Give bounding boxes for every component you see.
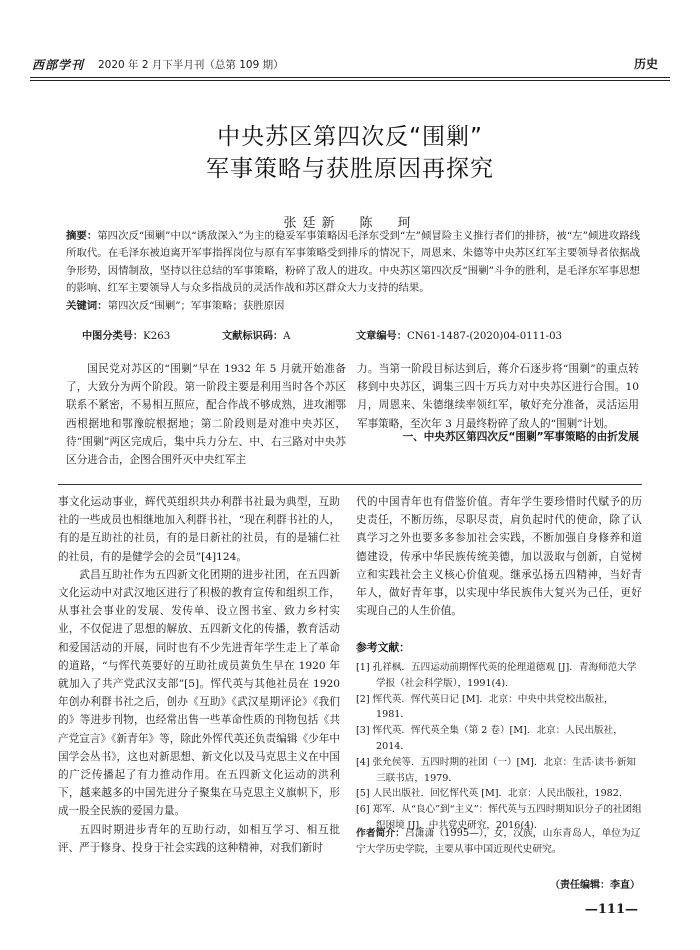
reference-item: [2] 恽代英．恽代英日记 [M]．北京：中央中共党校出版社，1981．: [356, 693, 614, 721]
author-intro-text: 吕潇潇（1995—），女，汉族，山东青岛人，单位为辽宁大学历史学院，主要从事中国近现代史研究。: [356, 828, 641, 855]
reference-item: [6] 郑军．从“良心”到“主义”：恽代英与五四时期知识分子的社团组织困境 [J]．中共党史研究，2016(4)．: [356, 804, 642, 831]
reference-item: [3] 恽代英．恽代英全集（第 2 卷）[M]．北京：人民出版社，2014．: [356, 725, 623, 752]
paragraph: 事文化运动事业，辉代英组织共办利群书社最为典型，互助社的一些成员也相继地加入利群书社，“现在利群书社的人，有的是互助社的社员，有的是日新社的社员，有的是辅仁社的社员，有的是健学会的会员”[4]124。: [58, 496, 340, 563]
header-rule: [30, 77, 670, 78]
authors: 张廷新 陈 珂: [283, 216, 417, 231]
art-label: 文章编号：: [356, 331, 407, 342]
abstract: [66, 228, 640, 315]
title-line-1: 中央苏区第四次反“围剿”: [217, 124, 483, 150]
references-title: 参考文献：: [356, 641, 410, 654]
title-line-2: 军事策略与获胜原因再探究: [206, 156, 494, 182]
keywords-text: 第四次反“围剿”；军事策略；获胜原因: [107, 299, 285, 312]
reference-item: [4] 张允侯等．五四时期的社团（一）[M]．北京：生活·读书·新知三联书店，1979．: [356, 756, 636, 784]
body-right-column: 代的中国青年也有借鉴价值。青年学生要珍惜时代赋予的历史责任，不断历练，尽职尽责，肩负起时代的使命，除了认真学习之外也要多多参加社会实践，不断加强自身修养和道德建设，传承中华民族传统美德，加以汲取与创新，自觉树立和实践社会主义核心价值观。继承弘扬五四精神，当好青年人，做好青年事，以实现中华民族伟大复兴为己任，更好实现自己的人生价值。: [356, 496, 642, 618]
abstract-label: 摘要：: [66, 230, 98, 242]
author-intro-label: 作者简介：: [356, 828, 405, 839]
section-label: 历史: [633, 57, 658, 71]
section-heading: 一、中央苏区第四次反“围剿”军事策略的由折发展: [402, 431, 639, 443]
doc-label: 文献标识码：: [222, 331, 284, 342]
page-number: —111—: [584, 902, 638, 917]
abstract-text: 第四次反“围剿”中以“诱敌深入”为主的稳妥军事策略因毛泽东受到“左”倾冒险主义推行者们的排挤，被“左”倾进攻路线所取代。在毛泽东被迫离开军事指挥岗位与原有军事策略受到排斥的情况下，周恩来、朱德等中央苏区红军主要领导者依据战争形势，因情制敌，坚持以往总结的军事策略，粉碎了敌人的进攻。中央苏区第四次反“围剿”斗争的胜利，是毛泽东军事思想的影响、红军主要领导人与众多指战员的灵活作战和苏区群众大力支持的结果。: [66, 230, 641, 295]
intro-left-column: 国民党对苏区的“围剿”早在 1932 年 5 月就开始准备了，大致分为两个阶段。第一阶段主要是利用当时各个苏区联系不紧密，不易相互照应，配合作战不够成熟，进攻湘鄂西根据地和鄂豫皖根据地；第二阶段则是对准中央苏区，待“围剿”两区完成后，集中兵力分左、中、右三路对中央苏区分进合击，企图合围歼灭中央红军主: [66, 363, 346, 467]
clc-value: K263: [143, 331, 171, 342]
article-divider: [58, 484, 642, 485]
clc-number: [82, 327, 170, 342]
doc-value: A: [283, 331, 291, 342]
art-value: CN61-1487-(2020)04-0111-03: [406, 331, 563, 342]
document-code: [222, 327, 290, 342]
keywords-label: 关键词：: [66, 299, 108, 312]
clc-label: 中图分类号：: [82, 331, 144, 342]
journal-logo: 西部学刊: [32, 58, 85, 72]
reference-item: [1] 孔祥枫．五四运动前期恽代英的伦理道德观 [J]．青海师范大学学报（社会科学版），1991(4)．: [356, 662, 637, 689]
editor-note: （责任编辑：李直）: [550, 880, 640, 891]
intro-right-column: 力。当第一阶段目标达到后，蒋介石逐步将“围剿”的重点转移到中央苏区，调集三四十万兵力对中央苏区进行合围。10 月，周恩来、朱德继续率领红军，敏好充分准备，灵活运用军事策略，至次年 3 月最终粉碎了敌人的“围剿”计划。: [357, 363, 639, 430]
author-intro: [356, 826, 642, 858]
article-number: [356, 327, 562, 342]
paragraph: 五四时期进步青年的互助行动，如相互学习、相互批评、严于修身、投身于社会实践的这种精神，对我们新时: [58, 823, 340, 854]
reference-item: [5] 人民出版社．回忆恽代英 [M]．北京：人民出版社，1982．: [356, 788, 629, 800]
paragraph: 武昌互助社作为五四新文化团期的进步社团，在五四新文化运动中对武汉地区进行了积极的教育宣传和组织工作，从事社会事业的发展、发传单、设立图书室、致力乡村实业，不仅促进了思想的解放、五四新文化的传播，教育活动和爱国活动的开展，同时也有不少先进青年学生走上了革命的道路，“与恽代英要好的互助社成员黄负生早在 1920 年就加入了共产党武汉支部”[5]。恽代英与其他社员在 1920 年创办利群书社之后，创办《互助》《武汉星期评论》《我们的》等进步刊物，也经常出售一些革命性质的刊物包括《共产党宣言》《新青年》等，除此外恽代英还负责编辑《少年中国学会丛书》，这也对新思想、新文化以及马克思主义在中国的广泛传播起了有力推动作用。在五四新文化运动的洪利下，越来越多的中国先进分子聚集在马克思主义旗帜下，形成一股全民族的爱国力量。: [58, 568, 340, 818]
references-list: [356, 660, 642, 834]
body-left-column: [58, 493, 340, 857]
issue-info: 2020 年 2 月下半月刊（总第 109 期）: [98, 59, 284, 71]
header-rule-thin: [30, 80, 670, 81]
